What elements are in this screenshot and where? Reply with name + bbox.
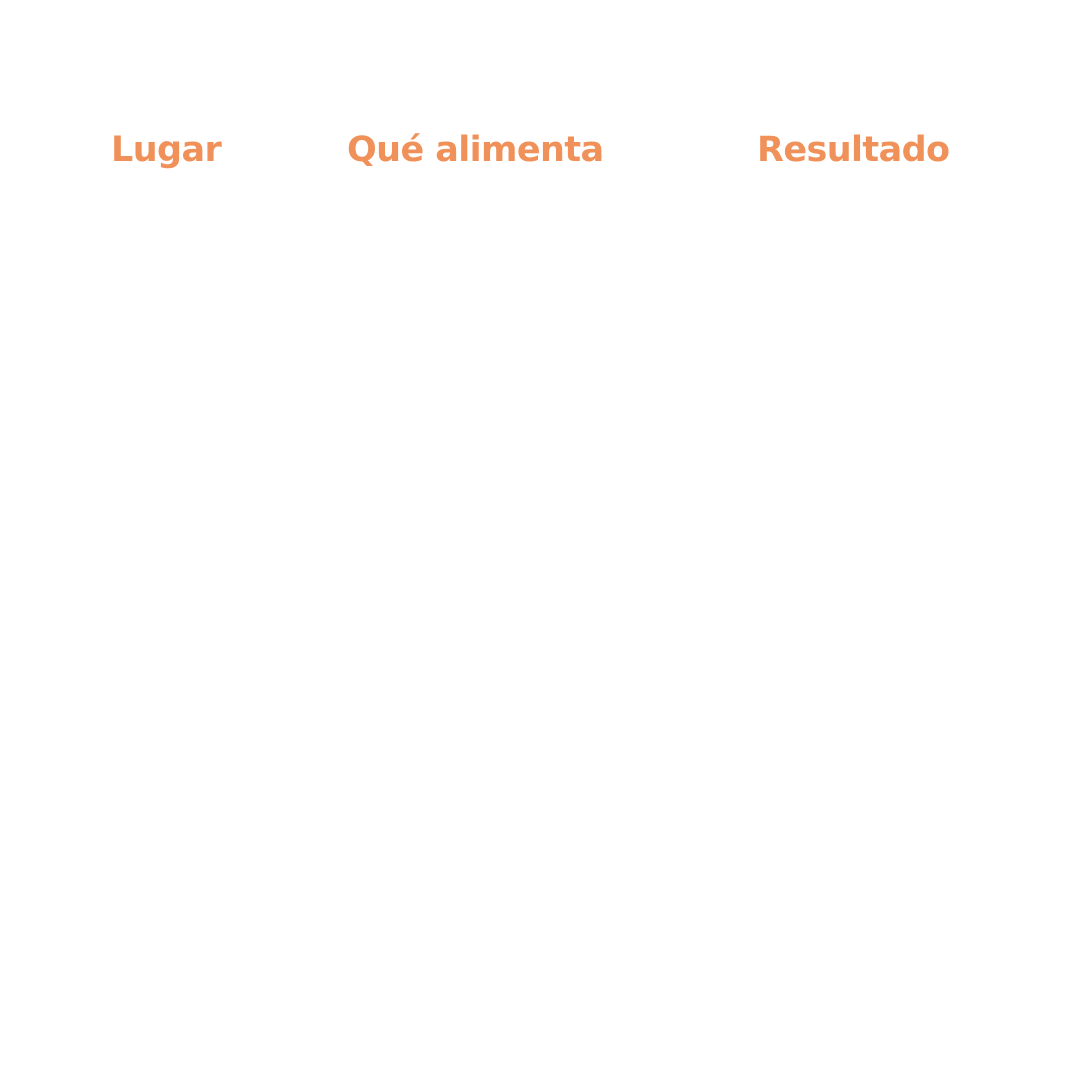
- column-header-que-alimenta: Qué alimenta: [347, 130, 604, 170]
- column-header-lugar: Lugar: [111, 130, 222, 170]
- column-header-resultado: Resultado: [757, 130, 950, 170]
